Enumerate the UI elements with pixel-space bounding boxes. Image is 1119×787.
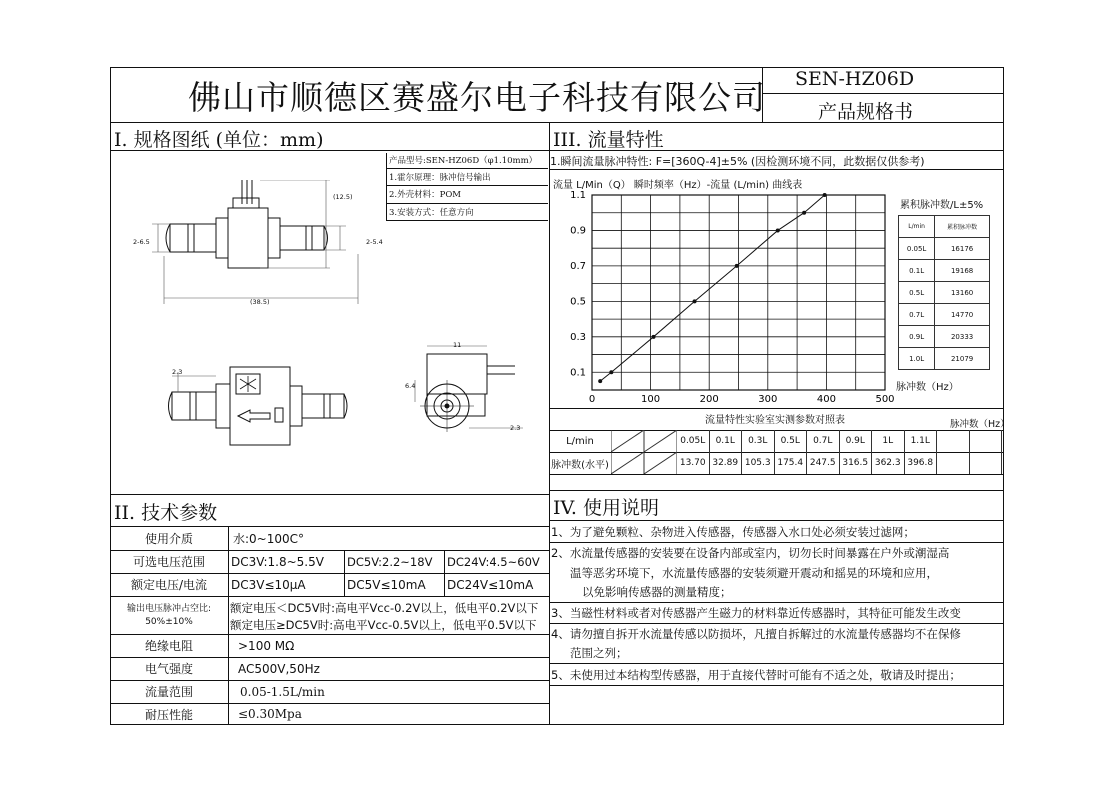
lab-flow-cell: 1.1L	[905, 430, 938, 452]
note-principle: 1.霍尔原理：脉冲信号输出	[389, 173, 491, 183]
param-label-rated: 额定电压/电流	[130, 578, 208, 592]
x-tick-label: 0	[588, 394, 596, 405]
data-point	[776, 228, 780, 232]
table-row	[899, 348, 990, 370]
param-col-divider	[344, 550, 345, 596]
lab-pulse-cell: 13.70	[677, 452, 710, 474]
usage-row-line	[549, 623, 1004, 624]
note-divider	[387, 220, 548, 221]
lab-pulse-cell: 316.5	[840, 452, 873, 474]
param-value-rated-3v: DC3V≤10μA	[231, 577, 306, 592]
cumulative-pulses: 19168	[935, 260, 990, 282]
section2-top-line	[110, 494, 549, 495]
section3-title: III. 流量特性	[553, 129, 664, 151]
cumulative-header-flow: L/min	[899, 216, 935, 238]
section4-title: IV. 使用说明	[553, 497, 659, 519]
flow-formula: 1.瞬间流量脉冲特性: F=[360Q-4]±5% (因检测环境不同，此数据仅供参考)	[550, 155, 925, 168]
dim-side-top: 11	[453, 341, 462, 349]
cumulative-pulses: 14770	[935, 304, 990, 326]
x-tick-label: 200	[699, 394, 719, 405]
usage-line-5: 5、未使用过本结构型传感器，用于直接代替时可能有不适之处，敬请及时提出；	[551, 668, 961, 682]
lab-pulse-cell: 396.8	[905, 452, 938, 474]
lab-flow-cell: 1L	[872, 430, 905, 452]
lab-table-top-line	[549, 408, 1004, 409]
note-material: 2.外壳材料：POM	[389, 190, 462, 200]
cumulative-pulses: 13160	[935, 282, 990, 304]
usage-line-2: 2、水流量传感器的安装要在设备内部或室内，切勿长时间暴露在户外或潮湿高	[551, 546, 950, 560]
table-row	[899, 260, 990, 282]
usage-row-line	[549, 685, 1004, 686]
cumulative-flow: 0.9L	[899, 326, 935, 348]
cumulative-pulses: 21079	[935, 348, 990, 370]
lab-flow-cell: 0.1L	[710, 430, 743, 452]
note-model: 产品型号:SEN-HZ06D（φ1.10mm）	[389, 156, 538, 166]
lab-flow-cell: 0.05L	[677, 430, 710, 452]
table-row	[899, 282, 990, 304]
section1-title: I. 规格图纸 (单位：mm)	[114, 129, 324, 151]
cumulative-flow: 0.1L	[899, 260, 935, 282]
x-tick-label: 400	[816, 394, 836, 405]
data-point	[598, 379, 602, 383]
param-value-voltage-24v: DC24V:4.5~60V	[447, 554, 540, 569]
chart-caption: 流量 L/Min（Q） 瞬时频率（Hz）-流量 (L/min) 曲线表	[553, 180, 803, 191]
lab-flow-cell: 0.9L	[840, 430, 873, 452]
y-tick-label: 0.5	[570, 296, 586, 308]
lab-table-empty-cells	[611, 430, 677, 474]
y-tick-label: 0.1	[570, 367, 586, 379]
lab-pulse-cell: 247.5	[807, 452, 840, 474]
section2-title: II. 技术参数	[114, 502, 218, 524]
lab-label-flow: L/min	[566, 435, 594, 447]
param-value-voltage-5v: DC5V:2.2~18V	[347, 554, 433, 569]
data-point	[802, 211, 806, 215]
dim-right-diameter: 2-5.4	[366, 238, 383, 246]
param-value-rated-24v: DC24V≤10mA	[447, 577, 534, 592]
data-point	[609, 370, 613, 374]
usage-line-4b: 范围之列；	[570, 646, 628, 660]
y-tick-label: 0.9	[570, 225, 586, 237]
lab-label-pulses: 脉冲数(水平)	[551, 459, 609, 471]
dim-height: (12.5)	[333, 193, 353, 201]
usage-line-3: 3、当磁性材料或者对传感器产生磁力的材料靠近传感器时，其特征可能发生改变	[551, 606, 961, 620]
data-point	[652, 335, 656, 339]
table-row	[899, 304, 990, 326]
x-tick-label: 100	[641, 394, 661, 405]
dim-side-bottom: 2.3	[510, 424, 521, 432]
cumulative-flow: 0.7L	[899, 304, 935, 326]
table-row	[899, 216, 990, 238]
section4-top-line	[549, 490, 1004, 491]
cumulative-flow: 0.5L	[899, 282, 935, 304]
sensor-front-view-drawing	[160, 362, 370, 452]
param-value-medium: 水:0~100C°	[233, 532, 305, 546]
param-value-dielectric: AC500V,50Hz	[238, 661, 320, 676]
usage-line-2c: 以免影响传感器的测量精度；	[582, 585, 732, 599]
lab-table-row-line	[549, 474, 1004, 475]
usage-row-line	[549, 663, 1004, 664]
cumulative-title: 累积脉冲数/L±5%	[900, 200, 984, 211]
param-label-insulation: 绝缘电阻	[144, 639, 193, 653]
data-point	[823, 193, 827, 197]
table-row	[899, 326, 990, 348]
cumulative-flow: 1.0L	[899, 348, 935, 370]
cumulative-header-pulses: 累积脉冲数	[935, 216, 990, 238]
header-mid-line	[762, 93, 1004, 94]
model-number: SEN-HZ06D	[795, 68, 915, 90]
param-value-pressure: ≤0.30Mpa	[238, 707, 302, 721]
usage-line-4: 4、请勿擅自拆开水流量传感以防损坏，凡擅自拆解过的水流量传感器均不在保修	[551, 627, 961, 641]
param-col-divider	[444, 550, 445, 596]
usage-line-2b: 温等恶劣环境下，水流量传感器的安装须避开震动和摇晃的环境和应用，	[570, 566, 938, 580]
usage-row-line	[549, 542, 1004, 543]
lab-empty-cell	[937, 430, 970, 474]
param-value-flow-range: 0.05-1.5L/min	[240, 684, 325, 699]
lab-pulse-cell: 32.89	[710, 452, 743, 474]
lab-empty-cell	[970, 430, 1003, 474]
note-installation: 3.安装方式：任意方向	[389, 208, 474, 218]
cumulative-pulses: 16176	[935, 238, 990, 260]
param-value-rated-5v: DC5V≤10mA	[347, 577, 426, 592]
x-tick-label: 500	[875, 394, 895, 405]
section4-title-line	[549, 520, 1004, 521]
lab-flow-cell: 0.3L	[742, 430, 775, 452]
document-type: 产品规格书	[818, 101, 914, 123]
flow-chart	[550, 188, 895, 408]
section1-title-line	[110, 150, 549, 151]
header-divider	[762, 67, 763, 122]
param-label-dielectric: 电气强度	[144, 662, 193, 676]
param-label-duty-cycle: 输出电压脉冲占空比: 50%±10%	[126, 603, 212, 627]
section3-title-line	[549, 150, 1004, 151]
param-value-duty-low: 额定电压＜DC5V时:高电平Vcc-0.2V以上，低电平0.2V以下	[230, 601, 539, 615]
param-value-insulation: >100 MΩ	[238, 638, 295, 653]
lab-table-title: 流量特性实验室实测参数对照表	[705, 415, 845, 426]
usage-line-1: 1、为了避免颗粒、杂物进入传感器，传感器入水口处必须安装过滤网；	[551, 525, 915, 539]
data-point	[693, 299, 697, 303]
company-name: 佛山市顺德区赛盛尔电子科技有限公司	[188, 78, 766, 117]
param-value-duty-high: 额定电压≥DC5V时:高电平Vcc-0.5V以上，低电平0.5V以下	[230, 618, 537, 632]
cumulative-flow: 0.05L	[899, 238, 935, 260]
header-bottom-line	[110, 122, 1004, 123]
table-row	[899, 238, 990, 260]
formula-line	[549, 169, 1004, 170]
y-tick-label: 0.7	[570, 260, 586, 272]
dim-front-small: 2.3	[172, 368, 183, 376]
dim-side-left: 6.4	[405, 382, 416, 390]
note-divider	[387, 203, 548, 204]
dim-length: (38.5)	[250, 298, 270, 306]
lab-table	[549, 430, 1004, 474]
lab-pulse-cell: 105.3	[742, 452, 775, 474]
lab-pulse-cell: 175.4	[775, 452, 808, 474]
chart-x-axis-label: 脉冲数（Hz）	[896, 382, 959, 393]
param-label-divider	[228, 526, 229, 725]
note-divider	[387, 185, 548, 186]
lab-flow-cell: 0.7L	[807, 430, 840, 452]
y-tick-label: 1.1	[570, 190, 586, 201]
param-label-pressure: 耐压性能	[144, 707, 193, 722]
param-label-voltage-range: 可选电压范围	[132, 555, 205, 569]
param-label-flow-range: 流量范围	[144, 685, 193, 699]
cumulative-table	[898, 215, 990, 370]
note-divider	[387, 168, 548, 169]
x-tick-label: 300	[758, 394, 778, 405]
usage-row-line	[549, 602, 1004, 603]
lab-pulse-cell: 362.3	[872, 452, 905, 474]
product-notes	[386, 153, 548, 221]
y-tick-label: 0.3	[570, 331, 586, 343]
lab-table-unit: 脉冲数（Hz）	[950, 419, 1010, 430]
param-label-medium: 使用介质	[144, 532, 193, 546]
param-value-voltage-3v: DC3V:1.8~5.5V	[231, 554, 324, 569]
dim-left-diameter: 2-6.5	[133, 238, 150, 246]
series-line	[600, 195, 824, 381]
lab-flow-cell: 0.5L	[775, 430, 808, 452]
data-point	[735, 264, 739, 268]
cumulative-pulses: 20333	[935, 326, 990, 348]
